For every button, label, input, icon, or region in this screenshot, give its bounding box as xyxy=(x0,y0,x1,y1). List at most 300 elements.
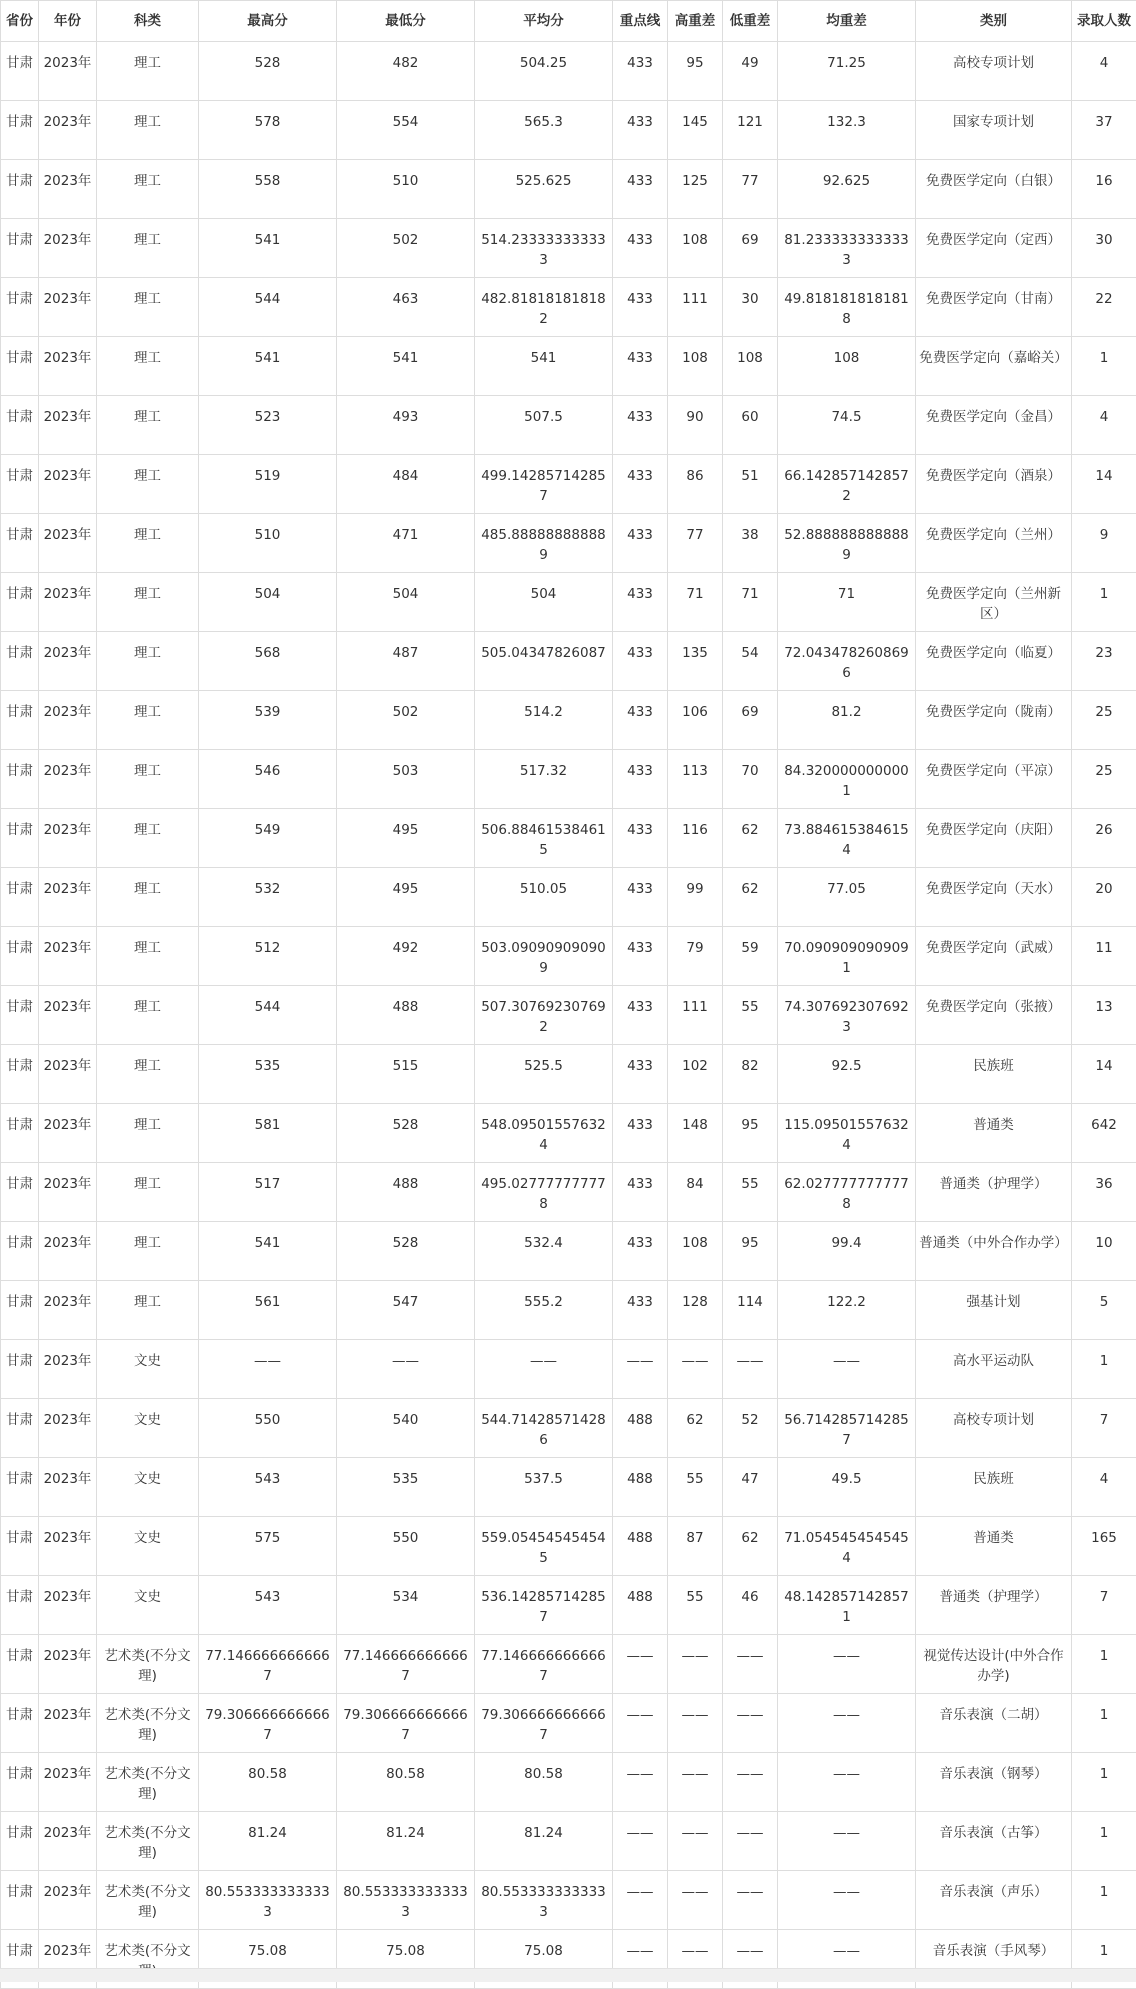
cell-low-diff: 51 xyxy=(723,455,778,514)
cell-avg-diff: —— xyxy=(778,1340,916,1399)
cell-subject: 文史 xyxy=(97,1576,199,1635)
cell-low-diff: —— xyxy=(723,1871,778,1930)
cell-key-line: 433 xyxy=(613,1163,668,1222)
cell-key-line: —— xyxy=(613,1812,668,1871)
cell-key-line: 433 xyxy=(613,278,668,337)
cell-key-line: 433 xyxy=(613,868,668,927)
cell-key-line: 433 xyxy=(613,514,668,573)
cell-min-score: 554 xyxy=(337,101,475,160)
cell-category: 免费医学定向（武威） xyxy=(916,927,1072,986)
table-row xyxy=(1,1163,1136,1222)
cell-high-diff: 111 xyxy=(668,278,723,337)
cell-province: 甘肃 xyxy=(1,1340,39,1399)
cell-admitted: 14 xyxy=(1072,1045,1136,1104)
cell-key-line: 488 xyxy=(613,1517,668,1576)
cell-category: 高校专项计划 xyxy=(916,1399,1072,1458)
cell-admitted: 30 xyxy=(1072,219,1136,278)
cell-avg-score: 548.095015576324 xyxy=(475,1104,613,1163)
cell-admitted: 26 xyxy=(1072,809,1136,868)
cell-low-diff: 114 xyxy=(723,1281,778,1340)
cell-admitted: 16 xyxy=(1072,160,1136,219)
header-subject: 科类 xyxy=(97,1,199,42)
cell-max-score: 541 xyxy=(199,219,337,278)
cell-avg-score: 505.04347826087 xyxy=(475,632,613,691)
cell-high-diff: 125 xyxy=(668,160,723,219)
cell-province: 甘肃 xyxy=(1,986,39,1045)
cell-admitted: 14 xyxy=(1072,455,1136,514)
cell-category: 音乐表演（手风琴） xyxy=(916,1930,1072,1989)
cell-category: 普通类（护理学） xyxy=(916,1576,1072,1635)
cell-subject: 文史 xyxy=(97,1517,199,1576)
cell-province: 甘肃 xyxy=(1,278,39,337)
header-province: 省份 xyxy=(1,1,39,42)
table-row xyxy=(1,337,1136,396)
cell-province: 甘肃 xyxy=(1,632,39,691)
cell-category: 民族班 xyxy=(916,1458,1072,1517)
cell-province: 甘肃 xyxy=(1,1399,39,1458)
cell-year: 2023年 xyxy=(39,986,97,1045)
cell-admitted: 20 xyxy=(1072,868,1136,927)
cell-max-score: 541 xyxy=(199,337,337,396)
cell-avg-diff: 99.4 xyxy=(778,1222,916,1281)
cell-admitted: 1 xyxy=(1072,1635,1136,1694)
cell-avg-diff: 66.1428571428572 xyxy=(778,455,916,514)
cell-year: 2023年 xyxy=(39,1458,97,1517)
cell-min-score: 493 xyxy=(337,396,475,455)
cell-subject: 理工 xyxy=(97,632,199,691)
cell-category: 视觉传达设计(中外合作办学) xyxy=(916,1635,1072,1694)
cell-high-diff: 62 xyxy=(668,1399,723,1458)
cell-subject: 理工 xyxy=(97,1281,199,1340)
cell-avg-score: 77.1466666666667 xyxy=(475,1635,613,1694)
table-row xyxy=(1,101,1136,160)
cell-category: 免费医学定向（酒泉） xyxy=(916,455,1072,514)
cell-high-diff: 106 xyxy=(668,691,723,750)
table-row xyxy=(1,573,1136,632)
cell-year: 2023年 xyxy=(39,1694,97,1753)
header-key-line: 重点线 xyxy=(613,1,668,42)
cell-min-score: 484 xyxy=(337,455,475,514)
cell-province: 甘肃 xyxy=(1,337,39,396)
cell-year: 2023年 xyxy=(39,1930,97,1989)
cell-avg-diff: —— xyxy=(778,1812,916,1871)
cell-province: 甘肃 xyxy=(1,1281,39,1340)
cell-avg-diff: 71.0545454545454 xyxy=(778,1517,916,1576)
cell-avg-diff: 56.7142857142857 xyxy=(778,1399,916,1458)
cell-max-score: 75.08 xyxy=(199,1930,337,1989)
cell-avg-score: 510.05 xyxy=(475,868,613,927)
cell-low-diff: —— xyxy=(723,1930,778,1989)
cell-year: 2023年 xyxy=(39,160,97,219)
cell-avg-diff: —— xyxy=(778,1871,916,1930)
cell-avg-score: 565.3 xyxy=(475,101,613,160)
cell-max-score: 532 xyxy=(199,868,337,927)
cell-min-score: 495 xyxy=(337,809,475,868)
cell-key-line: 433 xyxy=(613,101,668,160)
cell-min-score: 77.1466666666667 xyxy=(337,1635,475,1694)
cell-category: 高水平运动队 xyxy=(916,1340,1072,1399)
cell-province: 甘肃 xyxy=(1,809,39,868)
cell-avg-score: 504.25 xyxy=(475,42,613,101)
cell-category: 免费医学定向（定西） xyxy=(916,219,1072,278)
cell-province: 甘肃 xyxy=(1,1635,39,1694)
table-row xyxy=(1,986,1136,1045)
cell-avg-score: 80.5533333333333 xyxy=(475,1871,613,1930)
cell-max-score: 535 xyxy=(199,1045,337,1104)
cell-avg-score: 532.4 xyxy=(475,1222,613,1281)
cell-high-diff: 116 xyxy=(668,809,723,868)
cell-admitted: 10 xyxy=(1072,1222,1136,1281)
cell-avg-diff: —— xyxy=(778,1930,916,1989)
cell-avg-diff: 122.2 xyxy=(778,1281,916,1340)
cell-high-diff: 55 xyxy=(668,1576,723,1635)
cell-max-score: 539 xyxy=(199,691,337,750)
table-row xyxy=(1,750,1136,809)
cell-year: 2023年 xyxy=(39,1871,97,1930)
cell-avg-score: 517.32 xyxy=(475,750,613,809)
cell-admitted: 7 xyxy=(1072,1399,1136,1458)
cell-year: 2023年 xyxy=(39,1517,97,1576)
cell-low-diff: —— xyxy=(723,1635,778,1694)
cell-avg-score: 81.24 xyxy=(475,1812,613,1871)
cell-key-line: 433 xyxy=(613,1222,668,1281)
cell-subject: 理工 xyxy=(97,573,199,632)
cell-max-score: 550 xyxy=(199,1399,337,1458)
cell-province: 甘肃 xyxy=(1,1222,39,1281)
cell-admitted: 13 xyxy=(1072,986,1136,1045)
horizontal-scrollbar[interactable] xyxy=(0,1968,1136,1982)
cell-key-line: 433 xyxy=(613,455,668,514)
cell-low-diff: 62 xyxy=(723,809,778,868)
cell-low-diff: 59 xyxy=(723,927,778,986)
cell-high-diff: 148 xyxy=(668,1104,723,1163)
cell-low-diff: —— xyxy=(723,1694,778,1753)
cell-category: 国家专项计划 xyxy=(916,101,1072,160)
cell-min-score: 528 xyxy=(337,1222,475,1281)
cell-admitted: 1 xyxy=(1072,1340,1136,1399)
cell-subject: 艺术类(不分文理) xyxy=(97,1812,199,1871)
cell-admitted: 1 xyxy=(1072,1930,1136,1989)
cell-avg-diff: 52.8888888888889 xyxy=(778,514,916,573)
cell-high-diff: 108 xyxy=(668,1222,723,1281)
cell-low-diff: 60 xyxy=(723,396,778,455)
cell-max-score: 541 xyxy=(199,1222,337,1281)
cell-min-score: 503 xyxy=(337,750,475,809)
cell-max-score: 504 xyxy=(199,573,337,632)
cell-avg-score: 555.2 xyxy=(475,1281,613,1340)
cell-min-score: 547 xyxy=(337,1281,475,1340)
table-row xyxy=(1,1635,1136,1694)
cell-admitted: 1 xyxy=(1072,1871,1136,1930)
table-row xyxy=(1,632,1136,691)
cell-key-line: 433 xyxy=(613,750,668,809)
cell-year: 2023年 xyxy=(39,750,97,809)
cell-key-line: 433 xyxy=(613,160,668,219)
cell-admitted: 25 xyxy=(1072,691,1136,750)
cell-high-diff: —— xyxy=(668,1694,723,1753)
cell-province: 甘肃 xyxy=(1,868,39,927)
cell-low-diff: 55 xyxy=(723,1163,778,1222)
cell-province: 甘肃 xyxy=(1,396,39,455)
cell-max-score: 81.24 xyxy=(199,1812,337,1871)
cell-avg-score: 485.888888888889 xyxy=(475,514,613,573)
cell-category: 音乐表演（古筝） xyxy=(916,1812,1072,1871)
cell-avg-score: 504 xyxy=(475,573,613,632)
cell-min-score: 495 xyxy=(337,868,475,927)
cell-admitted: 25 xyxy=(1072,750,1136,809)
cell-subject: 艺术类(不分文理) xyxy=(97,1635,199,1694)
cell-year: 2023年 xyxy=(39,396,97,455)
cell-category: 音乐表演（二胡） xyxy=(916,1694,1072,1753)
cell-min-score: 502 xyxy=(337,691,475,750)
cell-province: 甘肃 xyxy=(1,1871,39,1930)
cell-year: 2023年 xyxy=(39,455,97,514)
header-min-score: 最低分 xyxy=(337,1,475,42)
cell-category: 免费医学定向（临夏） xyxy=(916,632,1072,691)
cell-high-diff: —— xyxy=(668,1635,723,1694)
cell-year: 2023年 xyxy=(39,42,97,101)
cell-high-diff: 87 xyxy=(668,1517,723,1576)
cell-avg-score: 79.3066666666667 xyxy=(475,1694,613,1753)
cell-province: 甘肃 xyxy=(1,573,39,632)
cell-province: 甘肃 xyxy=(1,1104,39,1163)
cell-low-diff: 82 xyxy=(723,1045,778,1104)
cell-high-diff: 77 xyxy=(668,514,723,573)
cell-year: 2023年 xyxy=(39,1045,97,1104)
table-row xyxy=(1,42,1136,101)
table-row xyxy=(1,868,1136,927)
cell-year: 2023年 xyxy=(39,1399,97,1458)
cell-key-line: 433 xyxy=(613,927,668,986)
cell-min-score: 515 xyxy=(337,1045,475,1104)
table-row xyxy=(1,1222,1136,1281)
cell-high-diff: —— xyxy=(668,1753,723,1812)
cell-max-score: 575 xyxy=(199,1517,337,1576)
cell-max-score: 512 xyxy=(199,927,337,986)
cell-category: 免费医学定向（天水） xyxy=(916,868,1072,927)
cell-avg-diff: —— xyxy=(778,1694,916,1753)
cell-avg-score: 541 xyxy=(475,337,613,396)
cell-max-score: 543 xyxy=(199,1576,337,1635)
cell-low-diff: 108 xyxy=(723,337,778,396)
cell-max-score: 519 xyxy=(199,455,337,514)
cell-avg-diff: 84.3200000000001 xyxy=(778,750,916,809)
table-body xyxy=(1,42,1136,1989)
cell-min-score: 528 xyxy=(337,1104,475,1163)
cell-avg-score: 80.58 xyxy=(475,1753,613,1812)
cell-high-diff: 86 xyxy=(668,455,723,514)
cell-avg-diff: —— xyxy=(778,1753,916,1812)
cell-avg-score: 536.142857142857 xyxy=(475,1576,613,1635)
cell-low-diff: 62 xyxy=(723,868,778,927)
cell-subject: 理工 xyxy=(97,160,199,219)
cell-province: 甘肃 xyxy=(1,219,39,278)
cell-avg-diff: 74.5 xyxy=(778,396,916,455)
cell-avg-score: 75.08 xyxy=(475,1930,613,1989)
cell-max-score: 543 xyxy=(199,1458,337,1517)
table-row xyxy=(1,1340,1136,1399)
cell-province: 甘肃 xyxy=(1,1930,39,1989)
header-low-diff: 低重差 xyxy=(723,1,778,42)
cell-key-line: 433 xyxy=(613,42,668,101)
cell-min-score: 79.3066666666667 xyxy=(337,1694,475,1753)
table-row xyxy=(1,1045,1136,1104)
cell-province: 甘肃 xyxy=(1,1045,39,1104)
cell-avg-diff: 70.0909090909091 xyxy=(778,927,916,986)
cell-category: 普通类 xyxy=(916,1104,1072,1163)
cell-admitted: 1 xyxy=(1072,1694,1136,1753)
cell-province: 甘肃 xyxy=(1,1753,39,1812)
cell-high-diff: 108 xyxy=(668,219,723,278)
table-row xyxy=(1,691,1136,750)
cell-low-diff: 95 xyxy=(723,1104,778,1163)
table-header-row xyxy=(1,1,1136,42)
cell-key-line: —— xyxy=(613,1753,668,1812)
cell-key-line: 433 xyxy=(613,986,668,1045)
cell-year: 2023年 xyxy=(39,1812,97,1871)
cell-max-score: 581 xyxy=(199,1104,337,1163)
cell-subject: 理工 xyxy=(97,986,199,1045)
cell-admitted: 1 xyxy=(1072,337,1136,396)
cell-avg-score: 499.142857142857 xyxy=(475,455,613,514)
cell-year: 2023年 xyxy=(39,1104,97,1163)
cell-avg-diff: 62.0277777777778 xyxy=(778,1163,916,1222)
cell-min-score: 482 xyxy=(337,42,475,101)
cell-avg-score: 525.625 xyxy=(475,160,613,219)
cell-avg-score: 507.307692307692 xyxy=(475,986,613,1045)
cell-avg-score: 537.5 xyxy=(475,1458,613,1517)
cell-avg-diff: 81.2333333333333 xyxy=(778,219,916,278)
cell-category: 免费医学定向（兰州新区） xyxy=(916,573,1072,632)
cell-high-diff: 102 xyxy=(668,1045,723,1104)
cell-avg-score: 514.233333333333 xyxy=(475,219,613,278)
cell-subject: 理工 xyxy=(97,219,199,278)
cell-avg-score: 507.5 xyxy=(475,396,613,455)
cell-low-diff: 55 xyxy=(723,986,778,1045)
cell-category: 免费医学定向（张掖） xyxy=(916,986,1072,1045)
cell-min-score: 541 xyxy=(337,337,475,396)
cell-admitted: 642 xyxy=(1072,1104,1136,1163)
cell-max-score: 510 xyxy=(199,514,337,573)
cell-admitted: 4 xyxy=(1072,1458,1136,1517)
cell-category: 免费医学定向（平凉） xyxy=(916,750,1072,809)
header-avg-diff: 均重差 xyxy=(778,1,916,42)
table-row xyxy=(1,1812,1136,1871)
cell-min-score: 540 xyxy=(337,1399,475,1458)
cell-low-diff: 69 xyxy=(723,691,778,750)
cell-year: 2023年 xyxy=(39,691,97,750)
table-row xyxy=(1,1517,1136,1576)
cell-subject: 艺术类(不分文 xyxy=(97,1930,199,1989)
header-avg-score: 平均分 xyxy=(475,1,613,42)
table-row xyxy=(1,1281,1136,1340)
cell-avg-diff: 48.1428571428571 xyxy=(778,1576,916,1635)
cell-category: 音乐表演（钢琴） xyxy=(916,1753,1072,1812)
cell-admitted: 1 xyxy=(1072,1753,1136,1812)
cell-max-score: 549 xyxy=(199,809,337,868)
cell-avg-score: 506.884615384615 xyxy=(475,809,613,868)
cell-low-diff: —— xyxy=(723,1812,778,1871)
cell-admitted: 22 xyxy=(1072,278,1136,337)
table-row xyxy=(1,1399,1136,1458)
cell-max-score: 568 xyxy=(199,632,337,691)
cell-province: 甘肃 xyxy=(1,750,39,809)
cell-max-score: 544 xyxy=(199,278,337,337)
cell-key-line: 488 xyxy=(613,1458,668,1517)
table-row xyxy=(1,809,1136,868)
cell-subject: 理工 xyxy=(97,42,199,101)
cell-low-diff: 95 xyxy=(723,1222,778,1281)
cell-subject: 理工 xyxy=(97,514,199,573)
cell-subject: 理工 xyxy=(97,868,199,927)
header-max-score: 最高分 xyxy=(199,1,337,42)
table-row xyxy=(1,514,1136,573)
cell-avg-diff: 92.625 xyxy=(778,160,916,219)
cell-province: 甘肃 xyxy=(1,927,39,986)
cell-key-line: —— xyxy=(613,1871,668,1930)
cell-province: 甘肃 xyxy=(1,455,39,514)
cell-subject: 艺术类(不分文理) xyxy=(97,1871,199,1930)
table-row xyxy=(1,160,1136,219)
cell-year: 2023年 xyxy=(39,1340,97,1399)
cell-key-line: 433 xyxy=(613,809,668,868)
cell-high-diff: 111 xyxy=(668,986,723,1045)
cell-category: 免费医学定向（白银） xyxy=(916,160,1072,219)
cell-avg-score: 544.714285714286 xyxy=(475,1399,613,1458)
cell-avg-diff: —— xyxy=(778,1635,916,1694)
cell-category: 免费医学定向（庆阳） xyxy=(916,809,1072,868)
cell-min-score: 550 xyxy=(337,1517,475,1576)
cell-avg-diff: 49.5 xyxy=(778,1458,916,1517)
cell-min-score: 471 xyxy=(337,514,475,573)
table-row xyxy=(1,1458,1136,1517)
cell-category: 免费医学定向（甘南） xyxy=(916,278,1072,337)
cell-province: 甘肃 xyxy=(1,1163,39,1222)
cell-key-line: 433 xyxy=(613,396,668,455)
cell-avg-diff: 71.25 xyxy=(778,42,916,101)
cell-avg-diff: 72.0434782608696 xyxy=(778,632,916,691)
cell-key-line: 433 xyxy=(613,219,668,278)
cell-year: 2023年 xyxy=(39,337,97,396)
cell-subject: 文史 xyxy=(97,1399,199,1458)
cell-low-diff: 52 xyxy=(723,1399,778,1458)
header-category: 类别 xyxy=(916,1,1072,42)
cell-year: 2023年 xyxy=(39,632,97,691)
cell-high-diff: 145 xyxy=(668,101,723,160)
cell-subject: 文史 xyxy=(97,1458,199,1517)
cell-min-score: 488 xyxy=(337,986,475,1045)
cell-key-line: —— xyxy=(613,1930,668,1989)
cell-subject: 理工 xyxy=(97,750,199,809)
table-row xyxy=(1,1753,1136,1812)
cell-subject: 艺术类(不分文理) xyxy=(97,1753,199,1812)
cell-key-line: 488 xyxy=(613,1576,668,1635)
cell-max-score: 79.3066666666667 xyxy=(199,1694,337,1753)
cell-avg-diff: 73.8846153846154 xyxy=(778,809,916,868)
cell-key-line: 433 xyxy=(613,1104,668,1163)
cell-year: 2023年 xyxy=(39,1635,97,1694)
cell-year: 2023年 xyxy=(39,219,97,278)
cell-min-score: 510 xyxy=(337,160,475,219)
table-row xyxy=(1,1576,1136,1635)
cell-province: 甘肃 xyxy=(1,1517,39,1576)
cell-min-score: 80.58 xyxy=(337,1753,475,1812)
cell-high-diff: 95 xyxy=(668,42,723,101)
cell-admitted: 11 xyxy=(1072,927,1136,986)
cell-category: 普通类（护理学） xyxy=(916,1163,1072,1222)
cell-category: 民族班 xyxy=(916,1045,1072,1104)
cell-min-score: 81.24 xyxy=(337,1812,475,1871)
